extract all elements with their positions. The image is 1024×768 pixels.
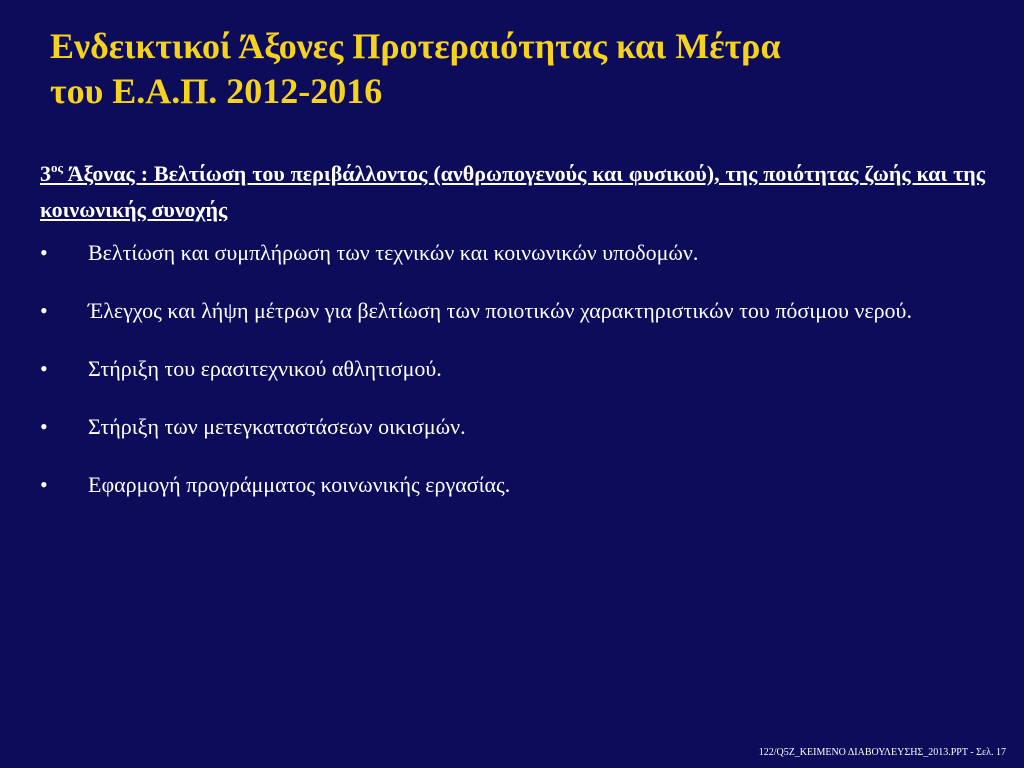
list-item	[40, 352, 985, 386]
slide-title-line-2: του Ε.Α.Π. 2012-2016	[50, 71, 383, 111]
measures-list	[40, 236, 985, 502]
list-item	[40, 468, 985, 502]
list-item-text: Στήριξη των μετεγκαταστάσεων οικισμών.	[88, 414, 466, 439]
list-item-text: Βελτίωση και συμπλήρωση των τεχνικών και κοινωνικών υποδομών.	[88, 240, 699, 265]
axis-heading-text: Άξονας : Βελτίωση του περιβάλλοντος (ανθρωπογενούς και φυσικού), της ποιότητας ζωής και της κοινωνικής συνοχής	[40, 161, 985, 222]
list-item	[40, 236, 985, 270]
axis-number: 3	[40, 161, 51, 186]
bullet-icon: •	[40, 298, 48, 323]
list-item	[40, 410, 985, 444]
slide-footer: 122/Q5Z_ΚΕΙΜΕΝΟ ΔΙΑΒΟΥΛΕΥΣΗΣ_2013.PPT - Σελ. 17	[758, 747, 1006, 758]
list-item-text: Έλεγχος και λήψη μέτρων για βελτίωση των ποιοτικών χαρακτηριστικών του πόσιμου νερού.	[88, 298, 912, 323]
list-item-text: Στήριξη του ερασιτεχνικού αθλητισμού.	[88, 356, 442, 381]
axis-heading	[40, 156, 985, 228]
bullet-icon: •	[40, 472, 48, 497]
slide-title-line-1: Ενδεικτικοί Άξονες Προτεραιότητας και Μέτρα	[50, 26, 781, 66]
bullet-icon: •	[40, 356, 48, 381]
list-item	[40, 294, 985, 328]
axis-ordinal-suffix: ος	[51, 160, 63, 175]
bullet-icon: •	[40, 240, 48, 265]
list-item-text: Εφαρμογή προγράμματος κοινωνικής εργασίας.	[88, 472, 511, 497]
slide-content	[40, 156, 985, 526]
slide-title	[50, 24, 990, 114]
bullet-icon: •	[40, 414, 48, 439]
